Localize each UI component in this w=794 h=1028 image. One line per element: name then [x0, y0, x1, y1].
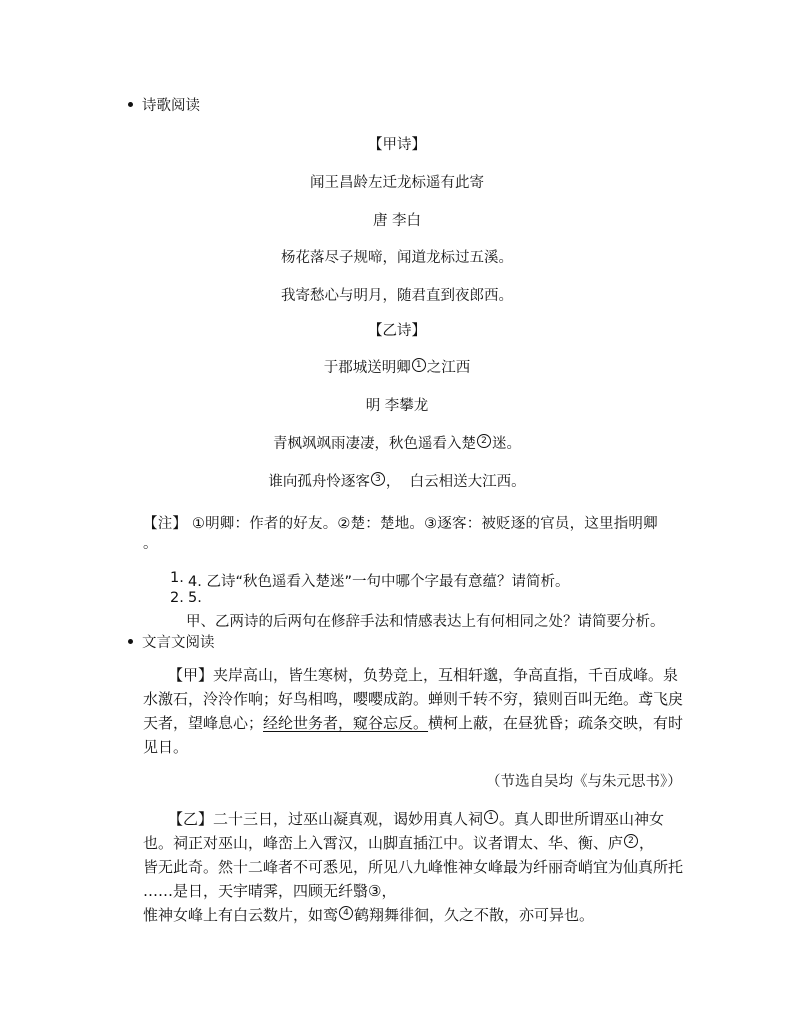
passage-jia-line3 — [143, 712, 683, 733]
passage-yi-line2-text-end: ， — [639, 834, 655, 852]
poem-a-line1: 杨花落尽子规啼，闻道龙标过五溪。 — [281, 250, 513, 266]
question-1-number: 1. — [170, 570, 184, 586]
passage-jia-line2: 水激石，泠泠作响；好鸟相鸣，嘤嘤成韵。蝉则千转不穷，猿则百叫无绝。鸢飞戾 — [143, 690, 684, 708]
passage-yi-line1-text-end: 。真人即世所谓巫山神女 — [499, 810, 665, 828]
footnote-marker-3: 3 — [371, 472, 385, 486]
passage-jia-line3-rest: 横柯上蔽，在昼犹昏；疏条交映，有时 — [428, 714, 684, 732]
poem-b-line1-text-end: 迷。 — [492, 436, 521, 452]
passage-jia-source: （节选自吴均《与朱元思书》） — [486, 774, 682, 790]
poem-b-title — [0, 356, 794, 377]
poem-b-author: 明 李攀龙 — [365, 398, 429, 414]
footnote-marker-4: 4 — [339, 906, 353, 920]
footnote-marker-2: 2 — [624, 834, 638, 848]
passage-jia-line1: 【甲】夹岸高山，皆生寒树，负势竞上，互相轩邈，争高直指，千百成峰。泉 — [168, 666, 679, 684]
passage-yi-line5-text: 惟神女峰上有白云数片，如鸾 — [143, 906, 339, 924]
poem-b-title-text-end: 之江西 — [426, 360, 471, 376]
classical-section-title: 文言文阅读 — [142, 635, 215, 651]
passage-yi-line1-text: 【乙】二十三日，过巫山凝真观，谒妙用真人祠 — [168, 810, 484, 828]
question-2-text: 甲、乙两诗的后两句在修辞手法和情感表达上有何相同之处？请简要分析。 — [186, 614, 665, 630]
poem-a-line2: 我寄愁心与明月，随君直到夜郎西。 — [281, 288, 513, 304]
footnote-marker-2: 2 — [477, 434, 491, 448]
poetry-section-title: 诗歌阅读 — [142, 98, 200, 114]
bullet-icon — [128, 639, 133, 644]
footnote-marker-1: 1 — [412, 358, 426, 372]
poem-b-title-text: 于郡城送明卿 — [323, 360, 411, 376]
passage-jia-line3-text: 天者，望峰息心； — [143, 714, 264, 732]
poem-b-line2-text-end: ， 白云相送大江西。 — [385, 474, 526, 490]
poem-b-line1-text: 青枫飒飒雨凄凄，秋色遥看入楚 — [273, 436, 476, 452]
passage-yi-line5 — [143, 904, 594, 925]
footnote-marker-1: 1 — [484, 810, 498, 824]
poem-a-label: 【甲诗】 — [368, 137, 426, 153]
passage-yi-line2-text: 也。祠正对巫山，峰峦上入霄汉，山脚直插江中。议者谓太、华、衡、庐 — [143, 834, 624, 852]
poem-notes: 【注】 ①明卿：作者的好友。②楚：楚地。③逐客：被贬逐的官员，这里指明卿 — [143, 516, 658, 532]
poem-b-line2-text: 谁向孤舟怜逐客 — [268, 474, 370, 490]
poem-a-author: 唐 李白 — [372, 213, 422, 229]
question-2-label: 5. — [188, 590, 202, 606]
underlined-sentence: 经纶世务者，窥谷忘反。 — [263, 714, 429, 732]
question-1-text: 4. 乙诗“秋色遥看入楚迷”一句中哪个字最有意蕴？请简析。 — [188, 574, 570, 590]
passage-yi-line3: 皆无此奇。然十二峰者不可悉见，所见八九峰惟神女峰最为纤丽奇峭宜为仙真所托 — [143, 858, 684, 876]
poem-b-line2 — [0, 470, 794, 491]
poem-a-title: 闻王昌龄左迁龙标遥有此寄 — [310, 175, 484, 191]
poem-b-line1 — [0, 432, 794, 453]
passage-jia-line4: 见日。 — [143, 738, 189, 756]
poem-notes-end: 。 — [143, 536, 158, 552]
question-2-number: 2. — [170, 590, 184, 606]
bullet-icon — [128, 102, 133, 107]
passage-yi-line1 — [168, 808, 664, 829]
passage-yi-line4: ……是日，天宇晴霁，四顾无纤翳③， — [143, 882, 397, 900]
passage-yi-line5-text-end: 鹤翔舞徘徊，久之不散，亦可异也。 — [354, 906, 595, 924]
poem-b-label: 【乙诗】 — [368, 323, 426, 339]
passage-yi-line2 — [143, 832, 654, 853]
